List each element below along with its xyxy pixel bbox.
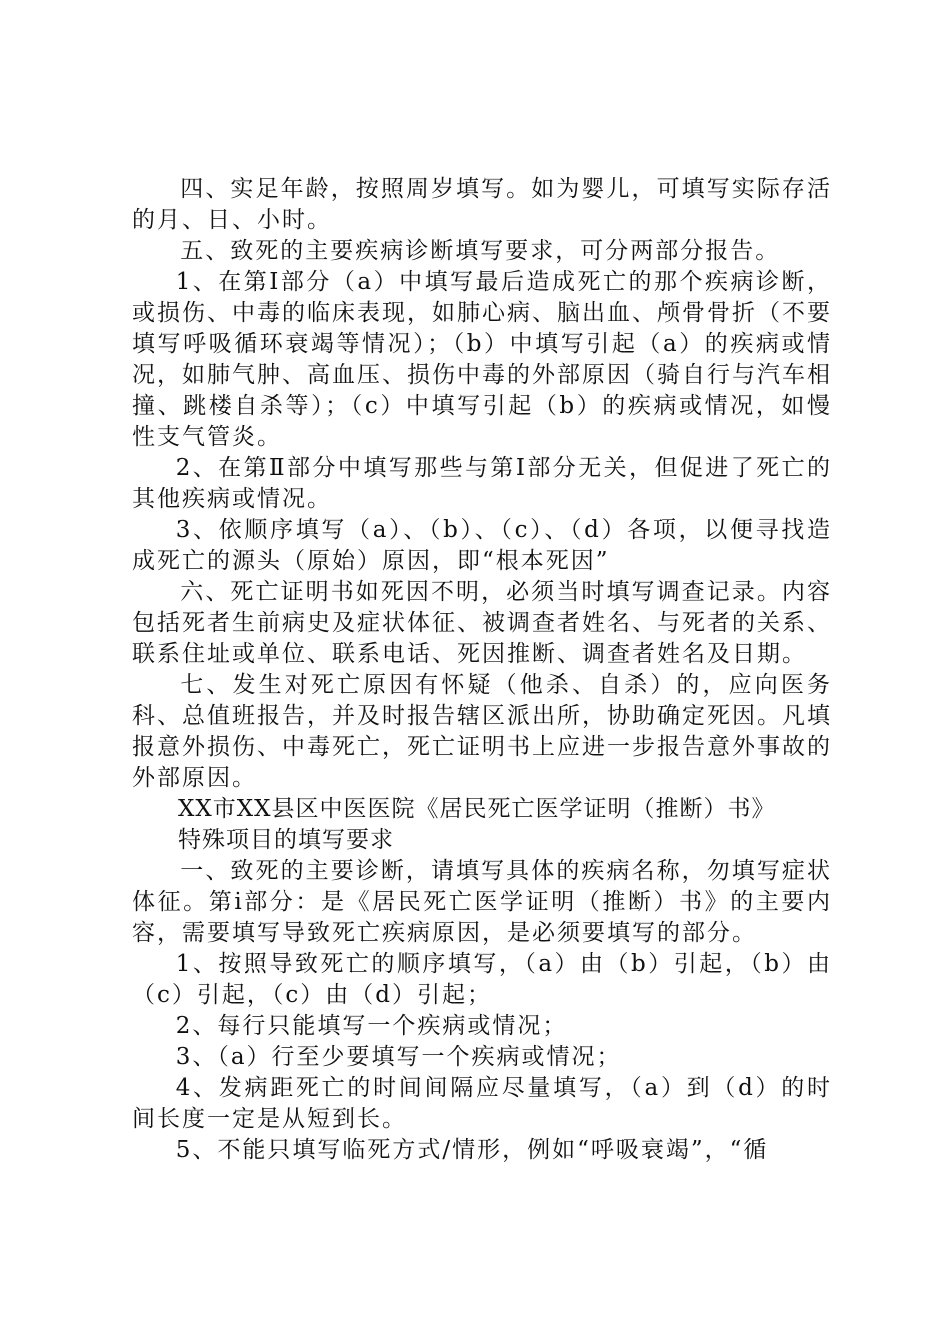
section-subtitle: 特殊项目的填写要求 [178, 827, 394, 853]
paragraph-diagnosis-heading: 五、致死的主要疾病诊断填写要求，可分两部分报告。 [180, 238, 781, 264]
paragraph-part-two: 2、在第Ⅱ部分中填写那些与第Ⅰ部分无关，但促进了死亡的其他疾病或情况。 [132, 455, 832, 512]
paragraph-unknown-cause: 六、死亡证明书如死因不明，必须当时填写调查记录。内容包括死者生前病史及症状体征、被调查者姓名、与死者的关系、联系住址或单位、联系电话、死因推断、调查者姓名及日期。 [132, 579, 832, 667]
paragraph-part-one: 1、在第Ⅰ部分（a）中填写最后造成死亡的那个疾病诊断，或损伤、中毒的临床表现，如肺心病、脑出血、颅骨骨折（不要填写呼吸循环衰竭等情况）；（b）中填写引起（a）的疾病或情况，如肺气肿、高血压、损伤中毒的外部原因（骑自行与汽车相撞、跳楼自杀等）；（c）中填写引起（b）的疾病或情况，如慢性支气管炎。 [132, 269, 832, 450]
section-title: XX市XX县区中医医院《居民死亡医学证明（推断）书》 [178, 796, 776, 822]
paragraph-main-diagnosis: 一、致死的主要诊断，请填写具体的疾病名称，勿填写症状体征。第ⅰ部分：是《居民死亡医学证明（推断）书》的主要内容，需要填写导致死亡疾病原因，是必须要填写的部分。 [132, 858, 832, 946]
list-item-mode-of-death: 5、不能只填写临死方式/情形，例如“呼吸衰竭”，“循 [175, 1137, 769, 1163]
paragraph-suspicious-cause: 七、发生对死亡原因有怀疑（他杀、自杀）的，应向医务科、总值班报告，并及时报告辖区派出所，协助确定死因。凡填报意外损伤、中毒死亡，死亡证明书上应进一步报告意外事故的外部原因。 [132, 672, 832, 791]
list-item-line-a: 3、（a）行至少要填写一个疾病或情况； [175, 1044, 622, 1070]
paragraph-order: 3、依顺序填写（a）、（b）、（c）、（d）各项，以便寻找造成死亡的源头（原始）原因，即“根本死因” [132, 517, 832, 574]
list-item-one-per-line: 2、每行只能填写一个疾病或情况； [175, 1013, 568, 1039]
document-body [132, 174, 832, 1166]
list-item-time-interval: 4、发病距死亡的时间间隔应尽量填写，（a）到（d）的时间长度一定是从短到长。 [132, 1075, 832, 1132]
list-item-sequence: 1、按照导致死亡的顺序填写，（a）由（b）引起，（b）由（c）引起，（c）由（d）引起； [132, 951, 832, 1008]
paragraph-age: 四、实足年龄，按照周岁填写。如为婴儿，可填写实际存活的月、日、小时。 [132, 176, 832, 233]
